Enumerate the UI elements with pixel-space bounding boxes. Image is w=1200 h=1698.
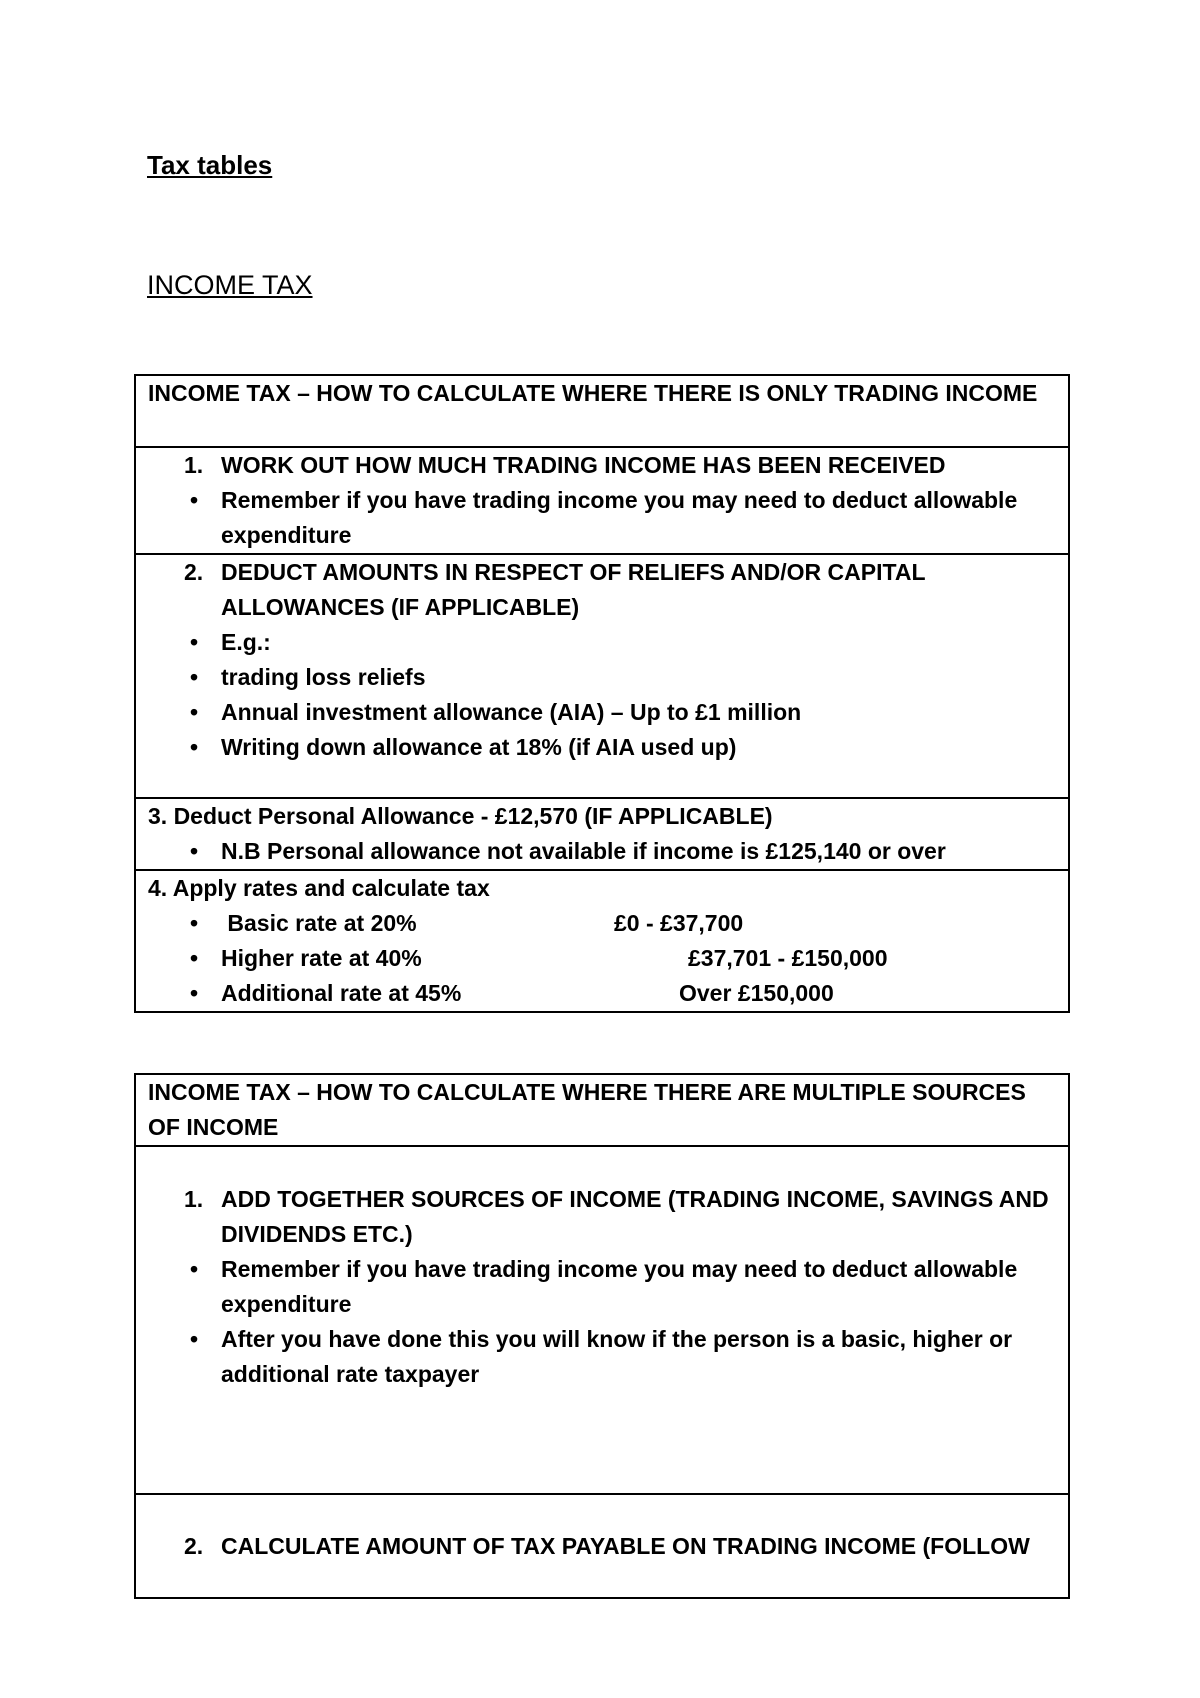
- list-item: [148, 448, 1056, 483]
- rate-row-higher: [148, 941, 1056, 976]
- table-row: [135, 798, 1069, 870]
- list-item: [148, 730, 1056, 765]
- step-cell: [135, 554, 1069, 798]
- bullet-icon: •: [190, 980, 199, 1006]
- rate-row-basic: [148, 906, 1056, 941]
- step-text: CALCULATE AMOUNT OF TAX PAYABLE ON TRADING INCOME (FOLLOW: [221, 1533, 1030, 1559]
- rate-label: Higher rate at 40%: [221, 945, 422, 971]
- multiple-sources-table: [134, 1073, 1070, 1599]
- rate-label: Basic rate at 20%: [221, 910, 417, 936]
- list-item: [148, 1529, 1056, 1564]
- rate-amount: £0 - £37,700: [614, 910, 744, 936]
- list-item: [148, 1182, 1056, 1252]
- section-heading: INCOME TAX: [147, 270, 313, 300]
- bullet-icon: •: [190, 1326, 199, 1352]
- list-item: [148, 625, 1056, 660]
- list-item: [148, 1252, 1056, 1322]
- step-cell: [135, 798, 1069, 870]
- step-number: 1.: [184, 452, 204, 478]
- table-row: [135, 870, 1069, 1012]
- list-item: [148, 1322, 1056, 1392]
- bullet-icon: •: [190, 945, 199, 971]
- list-item: [148, 834, 1056, 869]
- table-row: [135, 447, 1069, 554]
- bullet-icon: •: [190, 699, 199, 725]
- step-text: 4. Apply rates and calculate tax: [148, 875, 490, 901]
- step-text: WORK OUT HOW MUCH TRADING INCOME HAS BEEN RECEIVED: [221, 452, 946, 478]
- rate-row-additional: [148, 976, 1056, 1011]
- table-row: [135, 1074, 1069, 1146]
- table-row: [135, 1146, 1069, 1494]
- step-number: 2.: [184, 1533, 204, 1559]
- list-item: [148, 555, 1056, 625]
- table-row: [135, 1494, 1069, 1598]
- step-cell: [135, 1146, 1069, 1494]
- list-item: [148, 483, 1056, 553]
- bullet-text: Writing down allowance at 18% (if AIA used up): [221, 734, 737, 760]
- step-cell: [135, 447, 1069, 554]
- bullet-icon: •: [190, 734, 199, 760]
- bullet-text: trading loss reliefs: [221, 664, 426, 690]
- rate-label: Additional rate at 45%: [221, 980, 462, 1006]
- bullet-text: Remember if you have trading income you may need to deduct allowable expenditure: [221, 1256, 1018, 1317]
- table-header: INCOME TAX – HOW TO CALCULATE WHERE THERE IS ONLY TRADING INCOME: [135, 375, 1069, 447]
- bullet-icon: •: [190, 1256, 199, 1282]
- bullet-text: Annual investment allowance (AIA) – Up to £1 million: [221, 699, 802, 725]
- step-cell: [135, 1494, 1069, 1598]
- bullet-text: E.g.:: [221, 629, 271, 655]
- table-row: [135, 554, 1069, 798]
- rate-amount: Over £150,000: [679, 980, 834, 1006]
- table-header: INCOME TAX – HOW TO CALCULATE WHERE THERE ARE MULTIPLE SOURCES OF INCOME: [135, 1074, 1069, 1146]
- list-item: [148, 660, 1056, 695]
- list-item: [148, 695, 1056, 730]
- bullet-icon: •: [190, 664, 199, 690]
- rate-amount: £37,701 - £150,000: [688, 945, 888, 971]
- bullet-text: N.B Personal allowance not available if income is £125,140 or over: [221, 838, 946, 864]
- step-text: 3. Deduct Personal Allowance - £12,570 (IF APPLICABLE): [148, 803, 773, 829]
- step-text: ADD TOGETHER SOURCES OF INCOME (TRADING INCOME, SAVINGS AND DIVIDENDS ETC.): [221, 1186, 1049, 1247]
- step-cell: [135, 870, 1069, 1012]
- step-text: DEDUCT AMOUNTS IN RESPECT OF RELIEFS AND/OR CAPITAL ALLOWANCES (IF APPLICABLE): [221, 559, 926, 620]
- bullet-icon: •: [190, 910, 199, 936]
- bullet-icon: •: [190, 838, 199, 864]
- bullet-icon: •: [190, 629, 199, 655]
- step-number: 1.: [184, 1186, 204, 1212]
- bullet-icon: •: [190, 487, 199, 513]
- bullet-text: Remember if you have trading income you may need to deduct allowable expenditure: [221, 487, 1018, 548]
- bullet-text: After you have done this you will know if the person is a basic, higher or additional rate taxpayer: [221, 1326, 1013, 1387]
- doc-title: Tax tables: [147, 150, 273, 180]
- table-row: [135, 375, 1069, 447]
- step-number: 2.: [184, 559, 204, 585]
- trading-income-table: [134, 374, 1070, 1013]
